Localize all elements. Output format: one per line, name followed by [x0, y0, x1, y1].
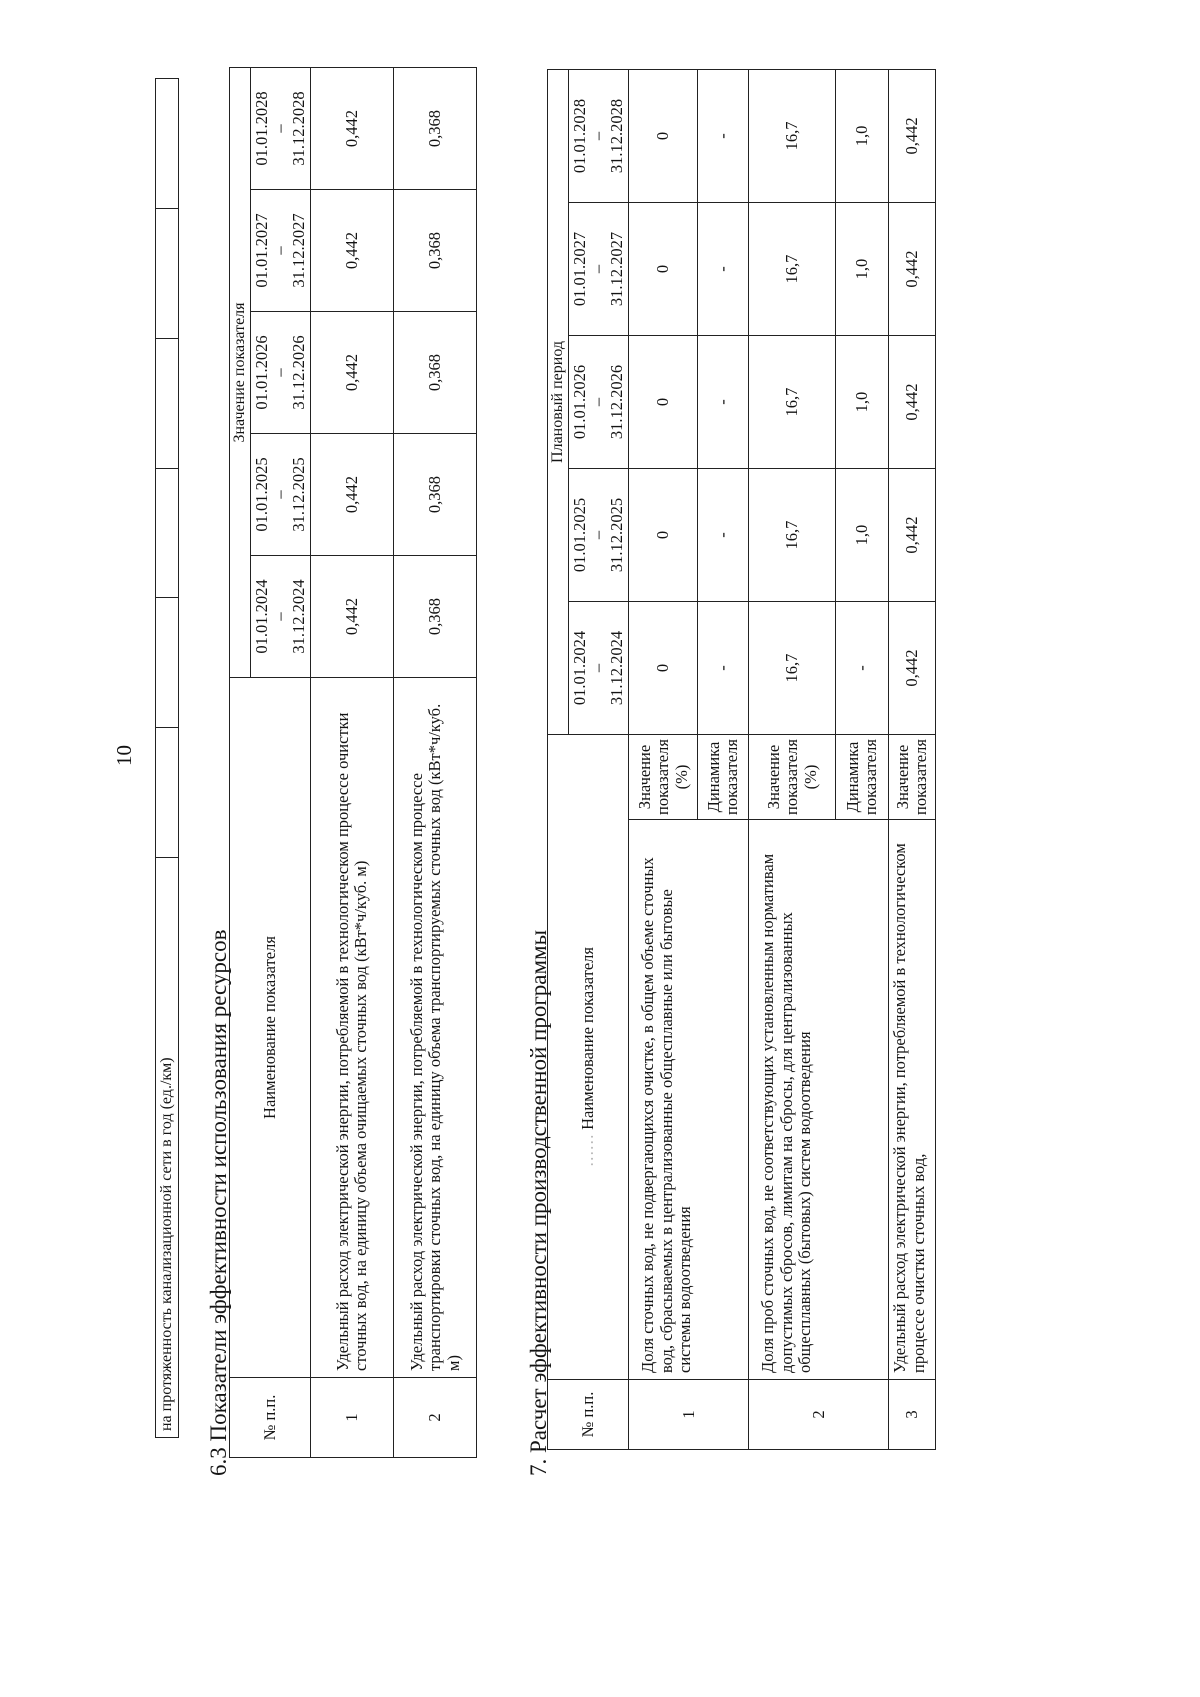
value-cell: 0,442 [889, 602, 936, 735]
value-cell: - [698, 469, 749, 602]
table-cell-name: на протяженность канализационной сети в год (ед./км) [156, 858, 179, 1438]
value-cell: - [698, 602, 749, 735]
period-header: 01.01.2025 – 31.12.2025 [569, 469, 629, 602]
blurred-mark: …… [577, 1134, 597, 1167]
period-header: 01.01.2024 – 31.12.2024 [569, 602, 629, 735]
value-cell: 0 [629, 203, 698, 336]
table-row [311, 67, 394, 1457]
value-cell: 0,442 [311, 434, 394, 556]
sub-label: Динамика показателя [698, 735, 749, 820]
value-cell: 0,442 [311, 312, 394, 434]
period-header: 01.01.2027 – 31.12.2027 [251, 190, 311, 312]
value-cell: - [698, 203, 749, 336]
table-cell [156, 338, 179, 468]
column-header-name: …… Наименование показателя [548, 735, 629, 1380]
period-header: 01.01.2028 – 31.12.2028 [251, 67, 311, 189]
sub-label: Значение показателя (%) [629, 735, 698, 820]
section-7-heading: 7. Расчет эффективности производственной программы [526, 929, 551, 1476]
value-cell: 16,7 [749, 602, 836, 735]
value-cell: 16,7 [749, 336, 836, 469]
table-cell [156, 208, 179, 338]
value-cell: 0 [629, 336, 698, 469]
value-cell: 1,0 [836, 336, 889, 469]
previous-table-tail [155, 78, 179, 1438]
period-header: 01.01.2024 – 31.12.2024 [251, 556, 311, 678]
table-cell [156, 468, 179, 598]
table-header-row [548, 69, 569, 1449]
rotated-page-content [155, 28, 1035, 1568]
column-header-value: Значение показателя [230, 67, 251, 677]
row-name: Удельный расход электрической энергии, потребляемой в технологическом процессе очистки сточных вод, [889, 820, 936, 1380]
page-number: 10 [112, 745, 136, 766]
period-header: 01.01.2026 – 31.12.2026 [251, 312, 311, 434]
column-header-number: № п.п. [548, 1380, 629, 1450]
sub-label: Динамика показателя [836, 735, 889, 820]
value-cell: 16,7 [749, 69, 836, 202]
section-6-3-heading: 6.3 Показатели эффективности использования ресурсов [206, 929, 231, 1476]
table-row [156, 79, 179, 1438]
sub-label: Значение показателя [889, 735, 936, 820]
value-cell: 1,0 [836, 69, 889, 202]
period-header: 01.01.2027 – 31.12.2027 [569, 203, 629, 336]
period-header: 01.01.2025 – 31.12.2025 [251, 434, 311, 556]
row-name: Доля проб сточных вод, не соответствующих установленным нормативам допустимых сбросов, лимитам на сбросы, для централизованных общесплавных (бытовых) систем водоотведения [749, 820, 889, 1380]
row-name: Удельный расход электрической энергии, потребляемой в технологическом процессе транспортировки сточных вод, на единицу объема транспортируемых сточных вод (кВт*ч/куб. м) [394, 678, 477, 1378]
value-cell: 0,368 [394, 556, 477, 678]
value-cell: 0 [629, 69, 698, 202]
table-row [629, 69, 698, 1449]
period-header: 01.01.2026 – 31.12.2026 [569, 336, 629, 469]
resource-efficiency-table [229, 67, 477, 1458]
table-cell [156, 598, 179, 728]
value-cell: 1,0 [836, 469, 889, 602]
row-name: Доля сточных вод, не подвергающихся очистке, в общем объеме сточных вод, сбрасываемых в централизованные общесплавные или бытовые системы водоотведения [629, 820, 749, 1380]
row-number: 1 [629, 1380, 749, 1450]
row-name: Удельный расход электрической энергии, потребляемой в технологическом процессе очистки сточных вод, на единицу объема очищаемых сточных вод (кВт*ч/куб. м) [311, 678, 394, 1378]
table-cell [156, 79, 179, 209]
value-cell: 0,442 [889, 336, 936, 469]
table-row [889, 69, 936, 1449]
column-header-plan: Плановый период [548, 69, 569, 734]
row-number: 2 [394, 1378, 477, 1458]
value-cell: - [698, 336, 749, 469]
table-row [394, 67, 477, 1457]
column-header-name: Наименование показателя [230, 678, 311, 1378]
value-cell: 16,7 [749, 469, 836, 602]
row-number: 1 [311, 1378, 394, 1458]
value-cell: - [836, 602, 889, 735]
row-number: 2 [749, 1380, 889, 1450]
value-cell: 0,442 [311, 556, 394, 678]
value-cell: 0 [629, 469, 698, 602]
value-cell: 0,442 [889, 469, 936, 602]
table-cell [156, 728, 179, 858]
value-cell: 0,442 [311, 190, 394, 312]
value-cell: 0,368 [394, 67, 477, 189]
value-cell: 1,0 [836, 203, 889, 336]
table-row [749, 69, 836, 1449]
production-program-efficiency-table [547, 69, 936, 1450]
value-cell: 0,442 [889, 69, 936, 202]
value-cell: 0,368 [394, 190, 477, 312]
table-header-row [230, 67, 251, 1457]
value-cell: 0,368 [394, 312, 477, 434]
column-header-number: № п.п. [230, 1378, 311, 1458]
row-number: 3 [889, 1380, 936, 1450]
value-cell: 0,442 [311, 67, 394, 189]
value-cell: - [698, 69, 749, 202]
sub-label: Значение показателя (%) [749, 735, 836, 820]
value-cell: 16,7 [749, 203, 836, 336]
period-header: 01.01.2028 – 31.12.2028 [569, 69, 629, 202]
value-cell: 0,368 [394, 434, 477, 556]
value-cell: 0 [629, 602, 698, 735]
value-cell: 0,442 [889, 203, 936, 336]
